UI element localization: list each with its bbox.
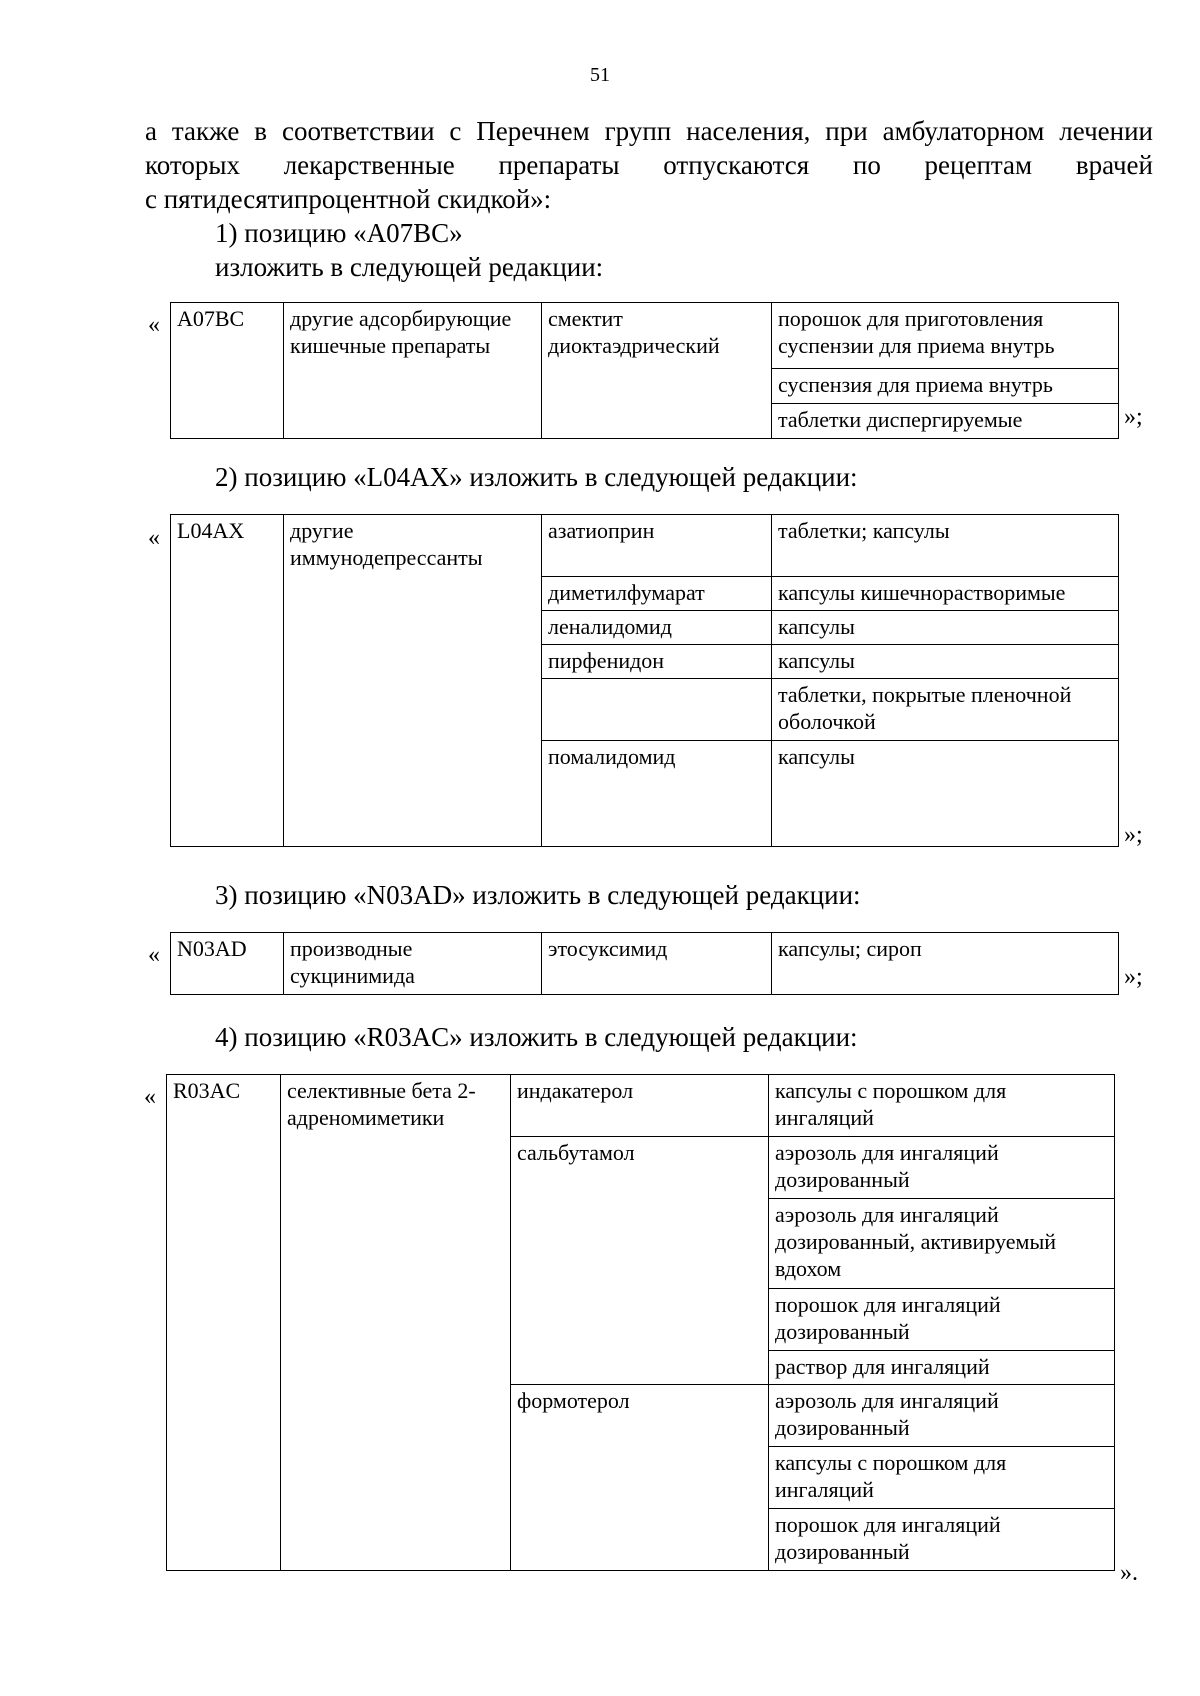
open-quote: «: [148, 312, 160, 338]
section-4-heading: 4) позицию «R03AC» изложить в следующей редакции:: [215, 1022, 858, 1052]
close-quote: ».: [1120, 1560, 1138, 1586]
open-quote: «: [148, 942, 160, 968]
dosage-form: таблетки, покрытые пленочной оболочкой: [772, 679, 1119, 741]
dosage-form: капсулы с порошком для ингаляций: [769, 1447, 1115, 1509]
table-row: [171, 515, 1119, 577]
close-quote: »;: [1124, 964, 1143, 990]
open-quote: «: [144, 1084, 156, 1110]
drug-name: этосуксимид: [542, 933, 772, 995]
drug-name: индакатерол: [511, 1075, 769, 1137]
table-a07bc: [170, 302, 1119, 439]
atc-code: R03AC: [167, 1075, 281, 1571]
section-3-heading: 3) позицию «N03AD» изложить в следующей редакции:: [215, 880, 861, 910]
drug-name: сальбутамол: [511, 1137, 769, 1385]
atc-code: L04AX: [171, 515, 284, 847]
intro-line: которых лекарственные препараты отпускаются по рецептам врачей: [145, 150, 1153, 180]
drug-name: леналидомид: [542, 611, 772, 645]
table-row: [171, 933, 1119, 995]
dosage-form: капсулы кишечнорастворимые: [772, 577, 1119, 611]
intro-line: а также в соответствии с Перечнем групп населения, при амбулаторном лечении: [145, 116, 1153, 146]
dosage-form: порошок для ингаляций дозированный: [769, 1289, 1115, 1351]
drug-name: азатиоприн: [542, 515, 772, 577]
group-name: производные сукцинимида: [284, 933, 542, 995]
group-name: другие адсорбирующие кишечные препараты: [284, 303, 542, 439]
dosage-form: порошок для ингаляций дозированный: [769, 1509, 1115, 1571]
drug-name: [542, 679, 772, 741]
dosage-form: аэрозоль для ингаляций дозированный: [769, 1385, 1115, 1447]
dosage-form: капсулы с порошком для ингаляций: [769, 1075, 1115, 1137]
drug-name: помалидомид: [542, 741, 772, 847]
close-quote: »;: [1124, 404, 1143, 430]
open-quote: «: [148, 525, 160, 551]
dosage-form: капсулы: [772, 645, 1119, 679]
section-2-heading: 2) позицию «L04AX» изложить в следующей редакции:: [215, 462, 858, 492]
section-1-heading-cont: изложить в следующей редакции:: [215, 252, 604, 282]
table-row: [167, 1075, 1115, 1137]
table-l04ax: [170, 514, 1119, 847]
dosage-form: суспензия для приема внутрь: [772, 368, 1119, 403]
dosage-form: капсулы: [772, 611, 1119, 645]
atc-code: A07BC: [171, 303, 284, 439]
page-number: 51: [590, 64, 610, 86]
drug-name: смектит диоктаэдрический: [542, 303, 772, 439]
close-quote: »;: [1124, 822, 1143, 848]
atc-code: N03AD: [171, 933, 284, 995]
table-row: [171, 303, 1119, 369]
dosage-form: аэрозоль для ингаляций дозированный: [769, 1137, 1115, 1199]
dosage-form: таблетки; капсулы: [772, 515, 1119, 577]
dosage-form: аэрозоль для ингаляций дозированный, активируемый вдохом: [769, 1199, 1115, 1289]
drug-name: диметилфумарат: [542, 577, 772, 611]
dosage-form: таблетки диспергируемые: [772, 403, 1119, 438]
intro-paragraph: [145, 114, 1153, 216]
group-name: другие иммунодепрессанты: [284, 515, 542, 847]
table-n03ad: [170, 932, 1119, 995]
group-name: селективные бета 2-адреномиметики: [281, 1075, 511, 1571]
table-r03ac: [166, 1074, 1115, 1571]
intro-line: с пятидесятипроцентной скидкой»:: [145, 184, 552, 214]
dosage-form: капсулы: [772, 741, 1119, 847]
dosage-form: порошок для приготовления суспензии для приема внутрь: [772, 303, 1119, 369]
dosage-form: капсулы; сироп: [772, 933, 1119, 995]
drug-name: пирфенидон: [542, 645, 772, 679]
section-1-heading: 1) позицию «A07BC»: [215, 218, 463, 248]
drug-name: формотерол: [511, 1385, 769, 1571]
dosage-form: раствор для ингаляций: [769, 1351, 1115, 1385]
